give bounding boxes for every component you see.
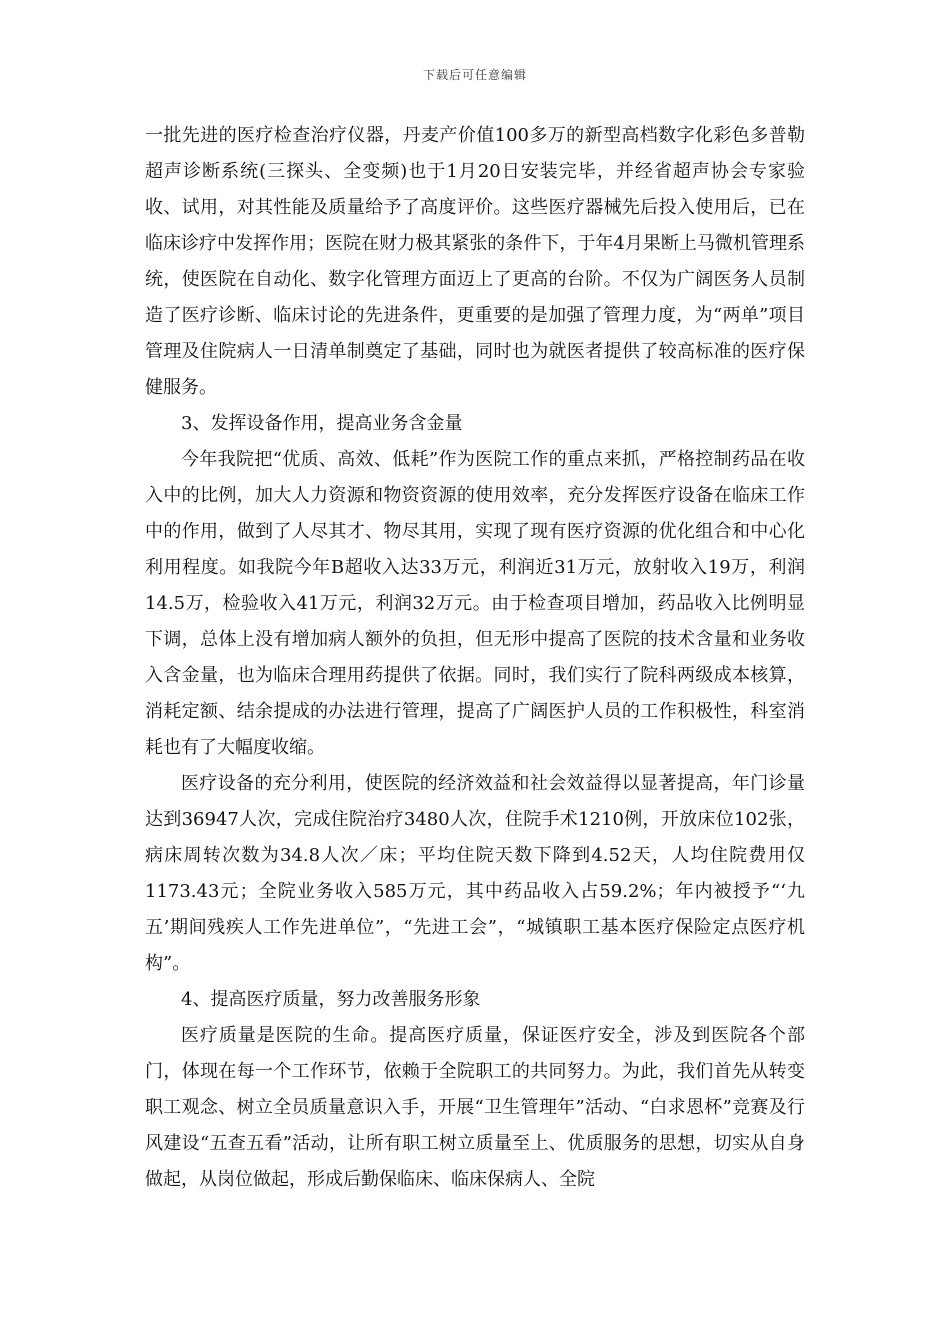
document-body bbox=[145, 118, 805, 1198]
paragraph-statistics: 医疗设备的充分利用，使医院的经济效益和社会效益得以显著提高，年门诊量达到36947人次，完成住院治疗3480人次，住院手术1210例，开放床位102张，病床周转次数为34.8人次／床；平均住院天数下降到4.52天，人均住院费用仅1173.43元；全院业务收入585万元，其中药品收入占59.2%；年内被授予“‘九五’期间残疾人工作先进单位”，“先进工会”，“城镇职工基本医疗保险定点医疗机构”。 bbox=[145, 773, 805, 974]
section-heading-4: 4、提高医疗质量，努力改善服务形象 bbox=[181, 989, 481, 1010]
paragraph-equipment-intro: 一批先进的医疗检查治疗仪器，丹麦产价值100多万的新型高档数字化彩色多普勒超声诊断系统(三探头、全变频)也于1月20日安装完毕，并经省超声协会专家验收、试用，对其性能及质量给予了高度评价。这些医疗器械先后投入使用后，已在临床诊疗中发挥作用；医院在财力极其紧张的条件下，于年4月果断上马微机管理系统，使医院在自动化、数字化管理方面迈上了更高的台阶。不仅为广阔医务人员制造了医疗诊断、临床讨论的先进条件，更重要的是加强了管理力度，为“两单”项目管理及住院病人一日清单制奠定了基础，同时也为就医者提供了较高标准的医疗保健服务。 bbox=[145, 125, 805, 398]
paragraph-efficiency: 今年我院把“优质、高效、低耗”作为医院工作的重点来抓，严格控制药品在收入中的比例，加大人力资源和物资资源的使用效率，充分发挥医疗设备在临床工作中的作用，做到了人尽其才、物尽其用，实现了现有医疗资源的优化组合和中心化利用程度。如我院今年B超收入达33万元，利润近31万元，放射收入19万，利润14.5万，检验收入41万元，利润32万元。由于检查项目增加，药品收入比例明显下调，总体上没有增加病人额外的负担，但无形中提高了医院的技术含量和业务收入含金量，也为临床合理用药提供了依据。同时，我们实行了院科两级成本核算，消耗定额、结余提成的办法进行管理，提高了广阔医护人员的工作积极性，科室消耗也有了大幅度收缩。 bbox=[145, 449, 805, 758]
paragraph-quality: 医疗质量是医院的生命。提高医疗质量，保证医疗安全，涉及到医院各个部门，体现在每一个工作环节，依赖于全院职工的共同努力。为此，我们首先从转变职工观念、树立全员质量意识入手，开展“卫生管理年”活动、“白求恩杯”竞赛及行风建设“五查五看”活动，让所有职工树立质量至上、优质服务的思想，切实从自身做起，从岗位做起，形成后勤保临床、临床保病人、全院 bbox=[145, 1025, 805, 1190]
section-heading-3: 3、发挥设备作用，提高业务含金量 bbox=[181, 413, 463, 434]
page-header: 下载后可任意编辑 bbox=[422, 68, 527, 82]
